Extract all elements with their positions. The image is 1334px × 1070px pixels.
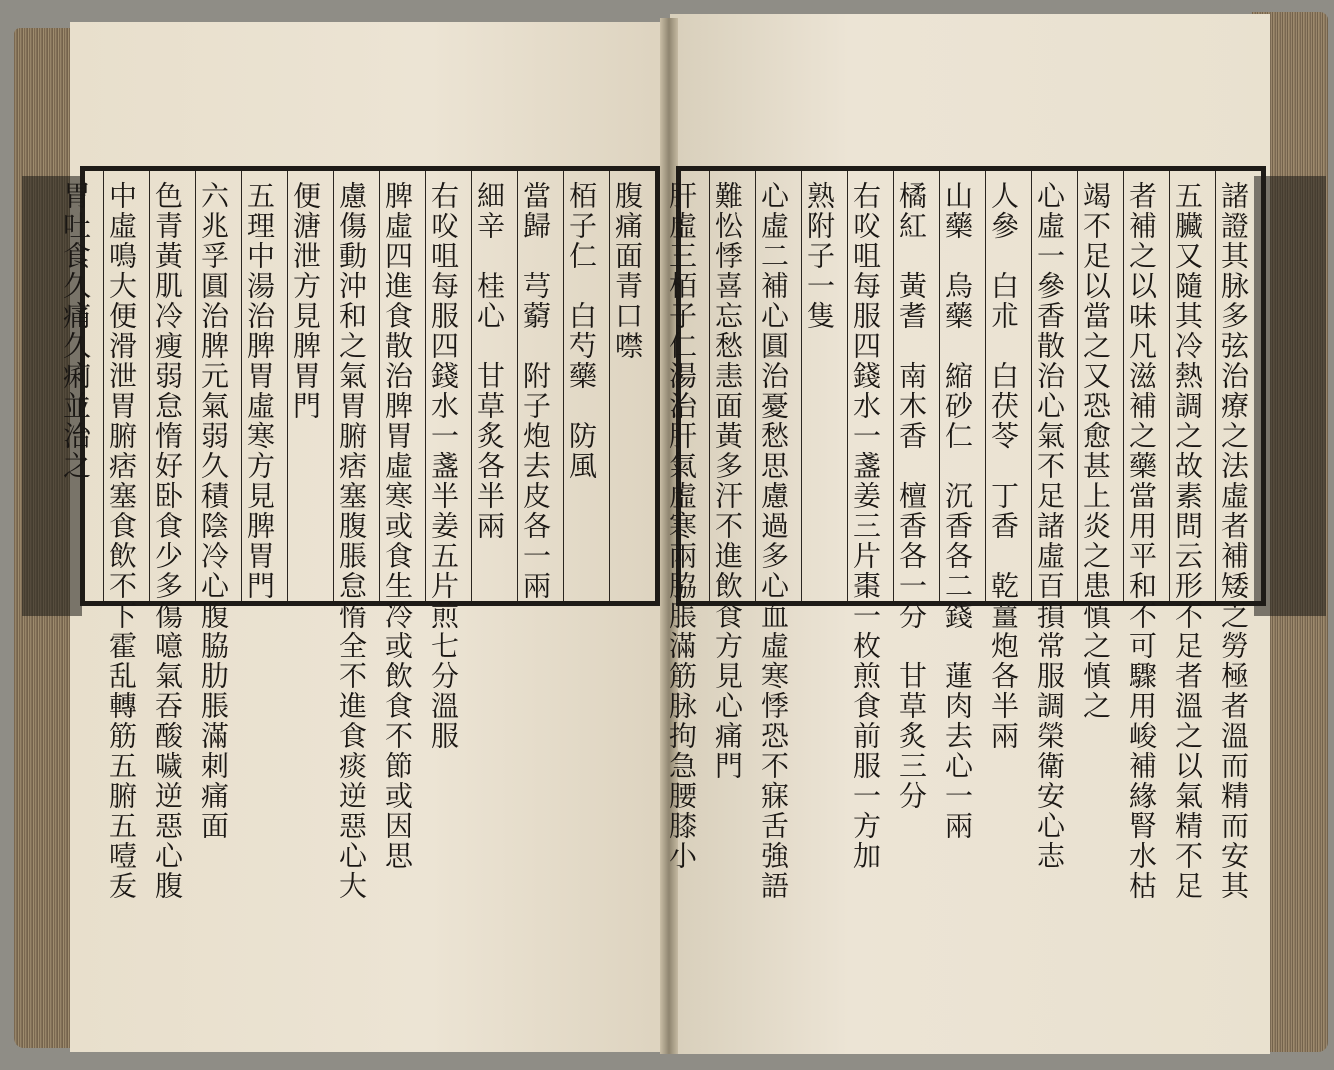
text-column: 肝虛三栢子仁湯治肝氣虛寒兩脇脹滿筋脉拘急腰膝小 xyxy=(665,181,698,871)
text-column: 胃吐食久痛久痢並治之 xyxy=(59,181,92,481)
text-column: 五臟又隨其冷熱調之故素問云形不足者溫之以氣精不足 xyxy=(1169,171,1215,601)
text-column: 色青黃肌冷瘦弱怠惰好卧食少多傷噫氣吞酸噦逆惡心腹 xyxy=(149,171,195,601)
text-column: 橘紅 黃耆 南木香 檀香各一分 甘草炙三分 xyxy=(893,171,939,601)
left-page-text-frame xyxy=(59,166,660,901)
text-column: 山藥 烏藥 縮砂仁 沉香各二錢 蓮肉去心一兩 xyxy=(939,171,985,601)
text-column: 難忪悸喜忘愁恚面黃多汗不進飲食方見心痛門 xyxy=(709,171,755,601)
text-column: 脾虛四進食散治脾胃虛寒或食生冷或飲食不節或因思 xyxy=(379,171,425,601)
text-column: 心虛二補心圓治憂愁思慮過多心血虛寒悸恐不寐舌強語 xyxy=(755,171,801,601)
text-column: 竭不足以當之又恐愈甚上炎之患慎之慎之 xyxy=(1077,171,1123,601)
text-column: 右㕮咀每服四錢水一盞姜三片棗一枚煎食前服一方加 xyxy=(847,171,893,601)
text-column: 諸證其脉多弦治療之法虛者補矮之勞極者溫而精而安其 xyxy=(1215,171,1261,601)
text-column: 細辛 桂心 甘草炙各半兩 xyxy=(471,171,517,601)
text-column: 腹痛面青口噤 xyxy=(609,171,655,601)
text-column: 栢子仁 白芍藥 防風 xyxy=(563,171,609,601)
text-column: 右㕮咀每服四錢水一盞半姜五片煎七分溫服 xyxy=(425,171,471,601)
right-page-text-frame xyxy=(665,166,1266,901)
text-column: 五理中湯治脾胃虛寒方見脾胃門 xyxy=(241,171,287,601)
text-column: 便溏泄方見脾胃門 xyxy=(287,171,333,601)
text-column: 中虛鳴大便滑泄胃腑痞塞食飲不下霍乱轉筋五腑五噎叐 xyxy=(103,171,149,601)
text-column: 心虛一參香散治心氣不足諸虛百損常服調榮衛安心志 xyxy=(1031,171,1077,601)
text-column: 者補之以味凡滋補之藥當用平和不可驟用峻補緣腎水枯 xyxy=(1123,171,1169,601)
text-column: 當歸 芎藭 附子炮去皮各一兩 xyxy=(517,171,563,601)
text-column: 慮傷動沖和之氣胃腑痞塞腹脹怠惰全不進食痰逆惡心大 xyxy=(333,171,379,601)
text-column: 六兆孚圓治脾元氣弱久積陰冷心腹脇肋脹滿刺痛面 xyxy=(195,171,241,601)
text-column: 熟附子一隻 xyxy=(801,171,847,601)
text-column: 人參 白朮 白茯苓 丁香 乾薑炮各半兩 xyxy=(985,171,1031,601)
